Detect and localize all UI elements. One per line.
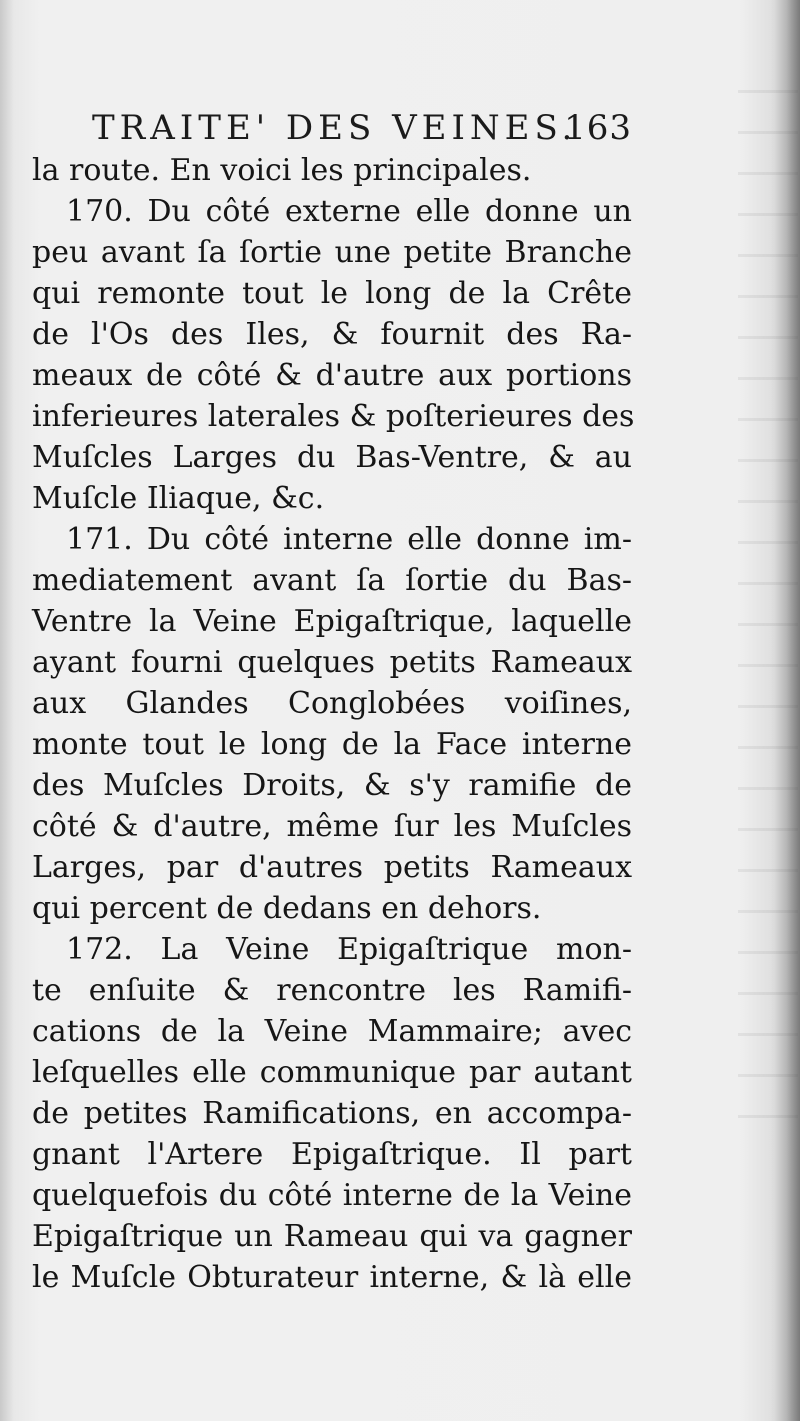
text-line: qui remonte tout le long de la Crête xyxy=(32,276,632,311)
paragraph-171-start: 171. Du côté interne elle donne im- xyxy=(66,522,632,557)
paragraph-172-start: 172. La Veine Epigaſtrique mon- xyxy=(66,932,632,967)
text-line: Larges, par d'autres petits Rameaux xyxy=(32,850,632,885)
text-line: quelquefois du côté interne de la Veine xyxy=(32,1178,632,1213)
text-line: Ventre la Veine Epigaſtrique, laquelle xyxy=(32,604,632,639)
text-line: meaux de côté & d'autre aux portions xyxy=(32,358,632,393)
text-line: monte tout le long de la Face interne xyxy=(32,727,632,762)
text-line: des Muſcles Droits, & s'y ramifie de xyxy=(32,768,632,803)
paragraph-170-start: 170. Du côté externe elle donne un xyxy=(66,194,632,229)
running-header xyxy=(92,108,632,152)
text-line: la route. En voici les principales. xyxy=(32,153,532,188)
text-line: de petites Ramifications, en accompa- xyxy=(32,1096,632,1131)
text-line: inferieures laterales & poſterieures des xyxy=(32,399,635,434)
text-line: peu avant ſa ſortie une petite Branche xyxy=(32,235,632,270)
text-line: le Muſcle Obturateur interne, & là elle xyxy=(32,1260,632,1295)
page-edge-shadow xyxy=(770,0,800,1421)
text-line: Muſcles Larges du Bas-Ventre, & au xyxy=(32,440,632,475)
text-line: Muſcle Iliaque, &c. xyxy=(32,481,325,516)
page-number: 163 xyxy=(564,108,632,148)
text-line: te enſuite & rencontre les Ramifi- xyxy=(32,973,632,1008)
text-line: aux Glandes Conglobées voiſines, xyxy=(32,686,632,721)
text-line: côté & d'autre, même ſur les Muſcles xyxy=(32,809,632,844)
text-line: mediatement avant ſa ſortie du Bas- xyxy=(32,563,632,598)
text-line: gnant l'Artere Epigaſtrique. Il part xyxy=(32,1137,632,1172)
running-title: TRAITE' DES VEINES. xyxy=(92,108,578,148)
page-body xyxy=(32,150,635,1298)
text-line: Epigaſtrique un Rameau qui va gagner xyxy=(32,1219,632,1254)
text-line: ayant fourni quelques petits Rameaux xyxy=(32,645,632,680)
text-line: qui percent de dedans en dehors. xyxy=(32,891,542,926)
text-line: de l'Os des Iles, & fournit des Ra- xyxy=(32,317,632,352)
text-line: cations de la Veine Mammaire; avec xyxy=(32,1014,632,1049)
text-line: leſquelles elle communique par autant xyxy=(32,1055,632,1090)
